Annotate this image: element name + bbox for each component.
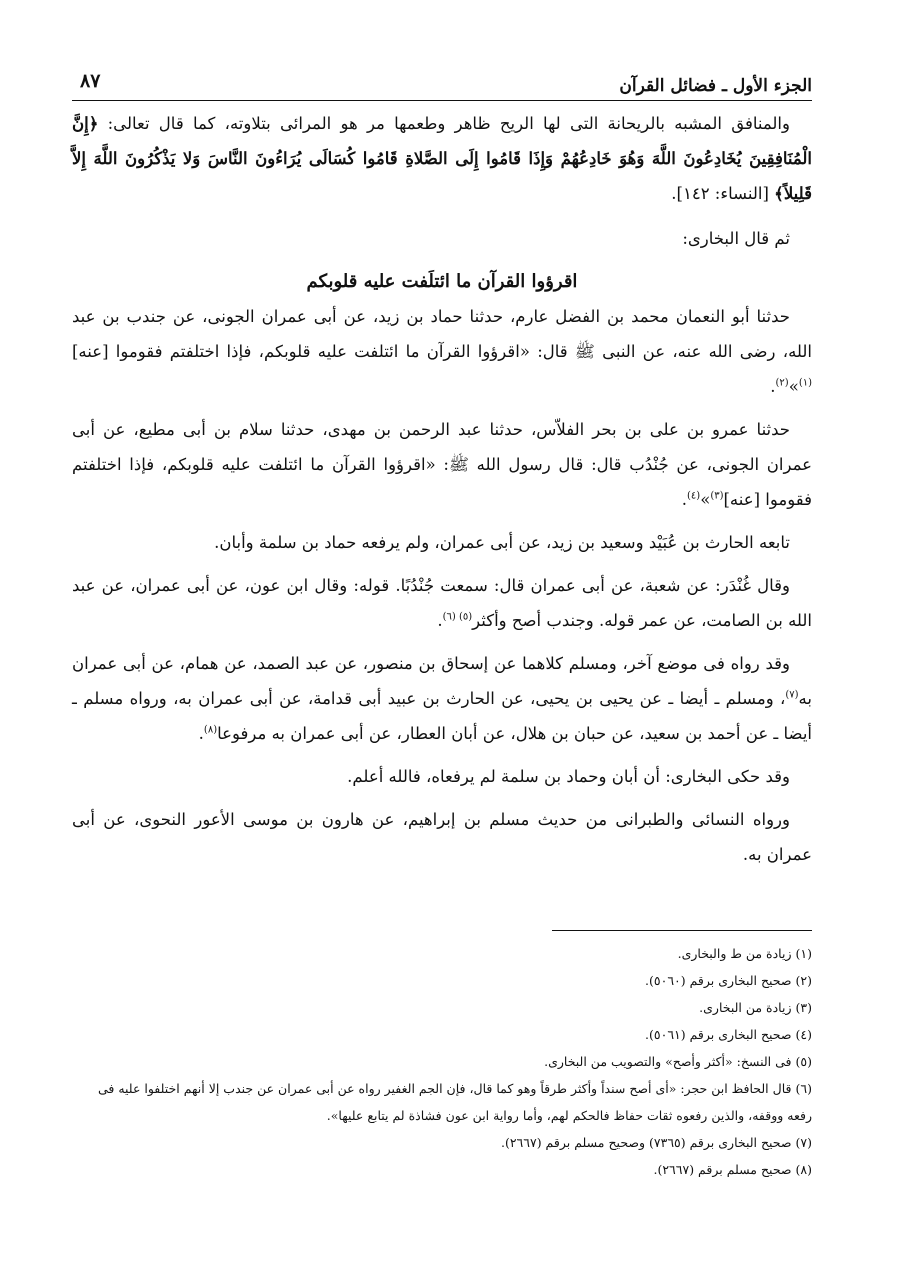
footnote	[72, 994, 812, 1021]
paragraph-ghundar	[72, 568, 812, 638]
main-text	[72, 106, 812, 880]
hadith-paragraph-2	[72, 412, 812, 517]
footnote	[72, 967, 812, 994]
footnote-text: صحيح البخارى برقم (٧٣٦٥) وصحيح مسلم برقم (٢٦٦٧).	[500, 1135, 792, 1150]
footnote-number: (٨)	[795, 1162, 812, 1177]
quran-verse: ﴿إِنَّ الْمُنَافِقِينَ يُخَادِعُونَ اللَّهَ وَهُوَ خَادِعُهُمْ وَإِذَا قَامُوا إِلَى الصَّلاةِ قَامُوا كُسَالَى يُرَاءُونَ النَّاسَ وَلا يَذْكُرُونَ اللَّهَ إِلاَّ قَلِيلاً﴾	[72, 114, 812, 203]
paragraph-followed: تابعه الحارث بن عُبَيْد وسعيد بن زيد، عن أبى عمران، ولم يرفعه حماد بن سلمة وأبان.	[214, 533, 790, 552]
footnote-ref: (٣)	[710, 490, 724, 502]
footnote-text: زيادة من ط والبخارى.	[677, 946, 792, 961]
footnote	[72, 940, 812, 967]
footnote-number: (٧)	[795, 1135, 812, 1150]
footnote-ref: (٢)	[775, 377, 789, 389]
footnote	[72, 1075, 812, 1129]
quote-close: »	[700, 490, 711, 509]
footnote-ref: (٤)	[687, 490, 701, 502]
footnote-text: زيادة من البخارى.	[699, 1000, 792, 1015]
footnote-text: قال الحافظ ابن حجر: «أى أصح سنداً وأكثر طرقاً وهو كما قال، فإن الجم الغفير رواه عن أبى عمران عن جندب إلا أنهم اختلفوا عليه فى رفعه ووقفه، والذين رفعوه ثقات حفاظ فالحكم لهم، وأما رواية ابن عون فشاذة لم يتابع عليها».	[97, 1081, 812, 1123]
paragraph-text: ، ومسلم ـ أيضا ـ عن يحيى بن يحيى، عن الحارث بن عبيد أبى قدامة، عن أبى عمران به، ورواه مسلم ـ أيضا ـ عن أحمد بن سعيد، عن حبان بن هلال، عن أبان العطار، عن أبى عمران به مرفوعا	[72, 689, 812, 743]
footnote	[72, 1021, 812, 1048]
page-number: ٨٧	[80, 70, 101, 92]
footnote-text: صحيح مسلم برقم (٢٦٦٧).	[653, 1162, 792, 1177]
footnote-separator	[552, 930, 812, 931]
footnote-ref: (٧)	[785, 689, 799, 701]
footnote-number: (٦)	[795, 1081, 812, 1096]
footnotes	[72, 940, 812, 1183]
section-heading: اقرؤوا القرآن ما ائتلَفت عليه قلوبكم	[306, 271, 578, 292]
footnote-number: (٣)	[795, 1000, 812, 1015]
footnote-number: (٢)	[795, 973, 812, 988]
quote-close: »	[788, 377, 799, 396]
paragraph-hypocrite	[72, 106, 812, 211]
verse-reference: [النساء: ١٤٢].	[671, 184, 775, 203]
footnote-ref: (٨)	[203, 724, 218, 736]
paragraph-nasai: ورواه النسائى والطبرانى من حديث مسلم بن إبراهيم، عن هارون بن موسى الأعور النحوى، عن أبى عمران به.	[72, 810, 812, 864]
period: .	[437, 611, 443, 630]
footnote-number: (٤)	[795, 1027, 812, 1042]
book-page	[72, 60, 812, 1220]
period: .	[681, 490, 688, 509]
period: .	[770, 377, 776, 396]
footnote	[72, 1156, 812, 1183]
footnote	[72, 1129, 812, 1156]
paragraph-text: وقد رواه فى موضع آخر، ومسلم كلاهما عن إسحاق بن منصور، عن عبد الصمد، عن همام، عن أبى عمران به	[72, 654, 812, 708]
hadith-text: حدثنا عمرو بن على بن بحر الفلاّس، حدثنا عبد الرحمن بن مهدى، حدثنا سلام بن أبى مطيع، عن أبى عمران الجونى، عن جُنْدُب قال: قال رسول الله ﷺ: «اقرؤوا القرآن ما ائتلفت عليه قلوبكم، فإذا اختلفتم فقوموا [عنه]	[72, 420, 812, 509]
footnote-text: صحيح البخارى برقم (٥٠٦١).	[645, 1027, 792, 1042]
paragraph-narrated	[72, 646, 812, 751]
paragraph-bukhari-said: ثم قال البخارى:	[682, 229, 790, 248]
footnote-text: فى النسخ: «أكثر وأصح» والتصويب من البخارى.	[544, 1054, 792, 1069]
paragraph-bukhari-reported: وقد حكى البخارى: أن أبان وحماد بن سلمة لم يرفعاه، فالله أعلم.	[347, 767, 790, 786]
period: .	[198, 724, 204, 743]
running-title: الجزء الأول ـ فضائل القرآن	[619, 76, 812, 96]
paragraph-text: وقال غُنْدَر: عن شعبة، عن أبى عمران قال: سمعت جُنْدُبًا. قوله: وقال ابن عون، عن أبى عمران، عن عبد الله بن الصامت، عن عمر قوله. وجندب أصح وأكثر	[72, 576, 812, 630]
footnote-text: صحيح البخارى برقم (٥٠٦٠).	[645, 973, 792, 988]
footnote	[72, 1048, 812, 1075]
hadith-paragraph-1	[72, 299, 812, 404]
hadith-text: حدثنا أبو النعمان محمد بن الفضل عارم، حدثنا حماد بن زيد، عن أبى عمران الجونى، عن جندب بن عبد الله، رضى الله عنه، عن النبى ﷺ قال: «اقرؤوا القرآن ما ائتلفت عليه قلوبكم، فإذا اختلفتم فقوموا [عنه]	[72, 307, 812, 361]
running-header	[72, 70, 812, 101]
footnote-number: (٥)	[795, 1054, 812, 1069]
footnote-ref: (٥) (٦)	[442, 611, 473, 623]
paragraph-text: والمنافق المشبه بالريحانة التى لها الريح ظاهر وطعمها مر هو المرائى بتلاوته، كما قال تعالى:	[98, 114, 790, 133]
footnote-ref: (١)	[798, 377, 812, 389]
footnote-number: (١)	[795, 946, 812, 961]
